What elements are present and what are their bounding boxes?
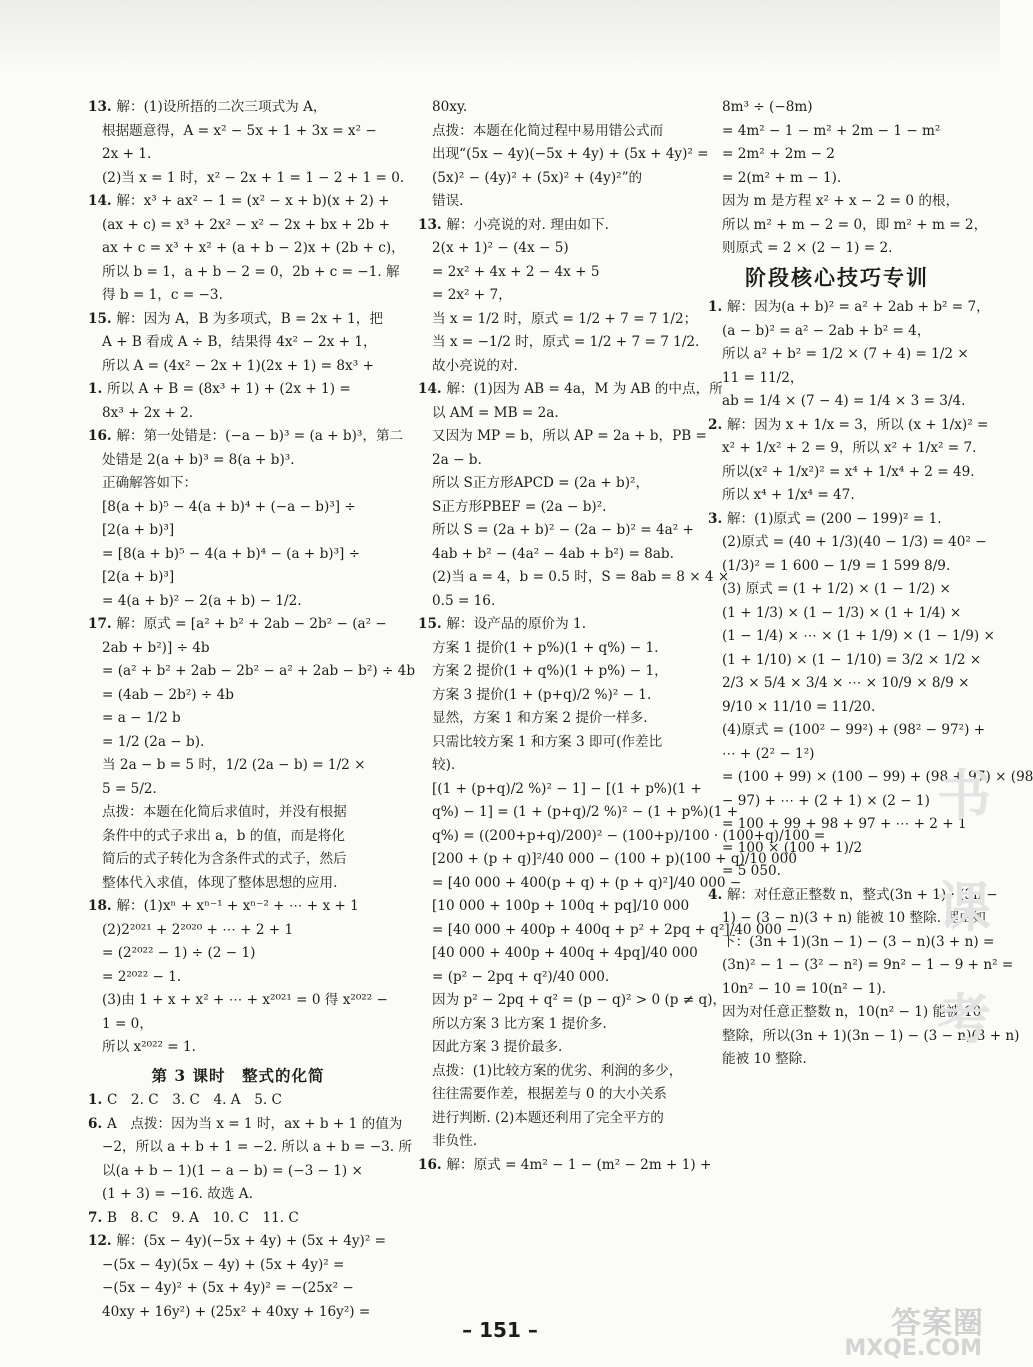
answer-line: 15. 解：因为 A，B 为多项式，B = 2x + 1，把 xyxy=(88,310,383,327)
answer-line: 1) − (3 − n)(3 + n) 能被 10 整除. 理由如 xyxy=(722,910,987,926)
answer-line: 出现“(5x − 4y)(−5x + 4y) + (5x + 4y)² = xyxy=(432,146,709,162)
answer-line: 10n² − 10 = 10(n² − 1). xyxy=(722,980,886,997)
answer-line: −2，所以 a + b + 1 = −2. 所以 a + b = −3. 所 xyxy=(102,1139,413,1155)
answer-line: 9/10 × 11/10 = 11/20. xyxy=(722,698,876,715)
left-column xyxy=(88,96,416,1320)
answer-line: 40xy + 16y²) + (25x² + 40xy + 16y²) = xyxy=(102,1303,371,1320)
answer-line: 18. 解：(1)xⁿ + xⁿ⁻¹ + xⁿ⁻² + ⋯ + x + 1 xyxy=(88,898,359,914)
answer-line: (1 + 1/3) × (1 − 1/3) × (1 + 1/4) × xyxy=(722,604,962,621)
answer-line: (a − b)² = a² − 2ab + b² = 4， xyxy=(722,322,931,339)
answer-line: 当 x = −1/2 时，原式 = 1/2 + 7 = 7 1/2. xyxy=(432,334,700,350)
answer-line: 16. 解：原式 = 4m² − 1 − (m² − 2m + 1) + xyxy=(418,1156,712,1173)
answer-line: = 2m² + 2m − 2 xyxy=(722,146,835,162)
answer-line: = (p² − 2pq + q²)/40 000. xyxy=(432,968,610,985)
answer-line: 1. 解：因为(a + b)² = a² + 2ab + b² = 7， xyxy=(708,299,990,315)
answer-line: 所以 S正方形APCD = (2a + b)²， xyxy=(432,475,650,491)
answer-line: [2(a + b)³] xyxy=(102,569,175,585)
answer-line: S正方形PBEF = (2a − b)². xyxy=(432,498,607,515)
left-answers xyxy=(88,96,416,1060)
answer-line: 较). xyxy=(432,757,456,773)
background-seal-watermark: 书课考 xyxy=(937,764,991,1051)
answer-line: 2/3 × 5/4 × 3/4 × ⋯ × 10/9 × 8/9 × xyxy=(722,675,970,691)
answer-line: 方案 1 提价(1 + p%)(1 + q%) − 1. xyxy=(432,639,659,656)
page-top-shadow xyxy=(0,0,1000,70)
answer-line: q%) − 1] = (1 + (p+q)/2 %)² − (1 + p%)(1 + xyxy=(432,804,739,820)
site-watermark-url: MXQE.COM xyxy=(844,1336,982,1361)
lesson-title: 第 3 课时 整式的化简 xyxy=(151,1065,325,1085)
answer-line: 所以 x²⁰²² = 1. xyxy=(102,1039,196,1055)
answer-line: 整体代入求值，体现了整体思想的应用. xyxy=(102,874,338,891)
answer-line: 所以 m² + m − 2 = 0，即 m² + m = 2， xyxy=(722,216,988,233)
answer-line: ab = 1/4 × (7 − 4) = 1/4 × 3 = 3/4. xyxy=(722,393,966,409)
answer-line: [200 + (p + q)]²/40 000 − (100 + p)(100 + q)/10 000 xyxy=(432,851,797,867)
answer-line: 则原式 = 2 × (2 − 1) = 2. xyxy=(722,240,893,256)
right-answers xyxy=(708,96,988,261)
answer-line: 处错是 2(a + b)³ = 8(a + b)³. xyxy=(102,451,295,468)
skills-answers xyxy=(708,296,1033,1072)
answer-line: 所以 x⁴ + 1/x⁴ = 47. xyxy=(722,487,855,503)
answer-line: 所以 A = (4x² − 2x + 1)(2x + 1) = 8x³ + xyxy=(102,357,374,374)
answer-line: = 2²⁰²² − 1. xyxy=(102,968,182,985)
answer-line: 得 b = 1，c = −3. xyxy=(102,287,223,303)
answer-line: 能被 10 整除. xyxy=(722,1051,807,1067)
answer-line: 往往需要作差，根据差与 0 的大小关系 xyxy=(432,1086,667,1102)
answer-line: (2)原式 = (40 + 1/3)(40 − 1/3) = 40² − xyxy=(722,534,987,550)
answer-line: 8x³ + 2x + 2. xyxy=(102,404,194,421)
answer-line: 方案 2 提价(1 + q%)(1 + p%) − 1， xyxy=(432,663,668,679)
answer-line: 当 2a − b = 5 时，1/2 (2a − b) = 1/2 × xyxy=(102,757,366,773)
answer-line: 所以 S = (2a + b)² − (2a − b)² = 4a² + xyxy=(432,522,694,538)
answer-line: = 2x² + 4x + 2 − 4x + 5 xyxy=(432,263,600,280)
page-number: – 151 – xyxy=(462,1318,538,1342)
answer-line: 又因为 MP = b，所以 AP = 2a + b，PB = xyxy=(432,428,707,444)
answer-line: − 97) + ⋯ + (2 + 1) × (2 − 1) xyxy=(722,792,930,809)
answer-line: 6. A 点拨：因为当 x = 1 时，ax + b + 1 的值为 xyxy=(88,1115,403,1132)
answer-line: 17. 解：原式 = [a² + b² + 2ab − 2b² − (a² − xyxy=(88,616,387,632)
lesson-answers xyxy=(88,1089,413,1324)
answer-line: 4. 解：对任意正整数 n，整式(3n + 1) · (3n − xyxy=(708,886,998,903)
answer-line: 根据题意得，A = x² − 5x + 1 + 3x = x² − xyxy=(102,122,377,139)
answer-line: 因为 m 是方程 x² + x − 2 = 0 的根， xyxy=(722,193,960,209)
answer-line: 非负性. xyxy=(432,1133,478,1149)
answer-line: 整除，所以(3n + 1)(3n − 1) − (3 − n)(3 + n) xyxy=(722,1027,1020,1044)
answer-line: 以 AM = MB = 2a. xyxy=(432,404,559,421)
answer-line: = 4m² − 1 − m² + 2m − 1 − m² xyxy=(722,122,941,139)
answer-line: 进行判断. (2)本题还利用了完全平方的 xyxy=(432,1109,664,1126)
answer-line: 1 = 0， xyxy=(102,1015,153,1032)
answer-line: q%) = ((200+p+q)/200)² − (100+p)/100 · (100+q)/100 = xyxy=(432,827,826,844)
answer-line: ax + c = x³ + x² + (a + b − 2)x + (2b + c)， xyxy=(102,240,405,256)
answer-line: 4ab + b² − (4a² − 4ab + b²) = 8ab. xyxy=(432,545,674,562)
answer-line: −(5x − 4y)² + (5x + 4y)² = −(25x² − xyxy=(102,1280,354,1296)
answer-line: 2a − b. xyxy=(432,451,482,468)
answer-line: (1 − 1/4) × ⋯ × (1 + 1/9) × (1 − 1/9) × xyxy=(722,628,995,644)
answer-line: 简后的式子转化为含条件式的式子，然后 xyxy=(102,851,347,867)
answer-line: 14. 解：x³ + ax² − 1 = (x² − x + b)(x + 2) + xyxy=(88,193,390,209)
answer-line: (2)当 x = 1 时，x² − 2x + 1 = 1 − 2 + 1 = 0. xyxy=(102,169,405,186)
answer-line: [(1 + (p+q)/2 %)² − 1] − [(1 + p%)(1 + xyxy=(432,780,702,797)
answer-line: −(5x − 4y)(5x − 4y) + (5x + 4y)² = xyxy=(102,1256,345,1273)
answer-line: 1. C 2. C 3. C 4. A 5. C xyxy=(88,1092,282,1108)
answer-line: 12. 解：(5x − 4y)(−5x + 4y) + (5x + 4y)² = xyxy=(88,1233,387,1249)
answer-line: 2ab + b²)] ÷ 4b xyxy=(102,639,210,656)
answer-line: [40 000 + 400p + 400q + 4pq]/40 000 xyxy=(432,945,698,961)
answer-line: 正确解答如下： xyxy=(102,475,198,491)
answer-line: 2x + 1. xyxy=(102,146,152,162)
answer-line: 15. 解：设产品的原价为 1. xyxy=(418,616,587,632)
answer-line: x² + 1/x² + 2 = 9，所以 x² + 1/x² = 7. xyxy=(722,440,977,456)
answer-line: 13. 解：小亮说的对. 理由如下. xyxy=(418,216,609,233)
answer-line: [2(a + b)³] xyxy=(102,522,175,538)
answer-line: 点拨：本题在化简后求值时，并没有根据 xyxy=(102,804,347,820)
answer-line: 所以(x² + 1/x²)² = x⁴ + 1/x⁴ + 2 = 49. xyxy=(722,463,975,480)
answer-line: 故小亮说的对. xyxy=(432,357,518,374)
answer-line: (2)当 a = 4，b = 0.5 时，S = 8ab = 8 × 4 × xyxy=(432,569,730,585)
answer-line: 只需比较方案 1 和方案 3 即可(作差比 xyxy=(432,733,663,750)
answer-line: [8(a + b)⁵ − 4(a + b)⁴ + (−a − b)³] ÷ xyxy=(102,498,356,515)
answer-line: = a − 1/2 b xyxy=(102,710,181,726)
answer-line: 显然，方案 1 和方案 2 提价一样多. xyxy=(432,710,648,726)
answer-line: = 2(m² + m − 1). xyxy=(722,169,842,186)
answer-line: (3)由 1 + x + x² + ⋯ + x²⁰²¹ = 0 得 x²⁰²² − xyxy=(102,992,388,1008)
answer-line: 1. 所以 A + B = (8x³ + 1) + (2x + 1) = xyxy=(88,381,351,397)
answer-line: (2)2²⁰²¹ + 2²⁰²⁰ + ⋯ + 2 + 1 xyxy=(102,921,294,938)
answer-line: 14. 解：(1)因为 AB = 4a，M 为 AB 的中点，所 xyxy=(418,381,723,397)
answer-line: (1 + 3) = −16. 故选 A. xyxy=(102,1186,253,1202)
answer-line: 因此方案 3 提价最多. xyxy=(432,1039,563,1055)
answer-line: = 1/2 (2a − b). xyxy=(102,733,205,750)
answer-line: 2(x + 1)² − (4x − 5) xyxy=(432,240,569,256)
answer-line: 条件中的式子求出 a，b 的值，而是将化 xyxy=(102,827,345,844)
answer-line: (3) 原式 = (1 + 1/2) × (1 − 1/2) × xyxy=(722,581,951,597)
answer-line: = 4(a + b)² − 2(a + b) − 1/2. xyxy=(102,592,302,609)
answer-line: = (4ab − 2b²) ÷ 4b xyxy=(102,686,234,703)
answer-line: 所以 a² + b² = 1/2 × (7 + 4) = 1/2 × xyxy=(722,346,969,362)
answer-line: = 5 050. xyxy=(722,863,781,879)
answer-line: = [8(a + b)⁵ − 4(a + b)⁴ − (a + b)³] ÷ xyxy=(102,545,361,562)
answer-line: 点拨：本题在化简过程中易用错公式而 xyxy=(432,122,664,139)
answer-line: 16. 解：第一处错是：(−a − b)³ = (a + b)³，第二 xyxy=(88,428,404,444)
answer-line: 以(a + b − 1)(1 − a − b) = (−3 − 1) × xyxy=(102,1162,363,1179)
answer-line: 下：(3n + 1)(3n − 1) − (3 − n)(3 + n) = xyxy=(722,933,995,950)
answer-line: 11 = 11/2， xyxy=(722,369,804,386)
answer-line: (5x)² − (4y)² + (5x)² + (4y)²”的 xyxy=(432,169,643,186)
answer-line: = 2x² + 7， xyxy=(432,287,512,303)
answer-line: 3. 解：(1)原式 = (200 − 199)² = 1. xyxy=(708,510,942,527)
answer-line: 7. B 8. C 9. A 10. C 11. C xyxy=(88,1209,299,1226)
answer-line: 当 x = 1/2 时，原式 = 1/2 + 7 = 7 1/2； xyxy=(432,310,698,327)
answer-line: 13. 解：(1)设所捂的二次三项式为 A， xyxy=(88,99,327,115)
answer-line: 点拨：(1)比较方案的优劣、利润的多少， xyxy=(432,1062,683,1079)
answer-line: (4)原式 = (100² − 99²) + (98² − 97²) + xyxy=(722,722,986,738)
answer-line: = (a² + b² + 2ab − 2b² − a² + 2ab − b²) ÷ 4b xyxy=(102,663,416,679)
site-watermark: 答案圈 xyxy=(891,1306,984,1341)
answer-line: ⋯ + (2² − 1²) xyxy=(722,745,815,762)
answer-line: [10 000 + 100p + 100q + pq]/10 000 xyxy=(432,898,690,914)
answer-line: = 100 × (100 + 1)/2 xyxy=(722,839,863,856)
answer-line: (3n)² − 1 − (3² − n²) = 9n² − 1 − 9 + n² = xyxy=(722,957,1014,973)
answer-line: = 100 + 99 + 98 + 97 + ⋯ + 2 + 1 xyxy=(722,816,967,832)
answer-line: 80xy. xyxy=(432,99,468,115)
answer-line: = [40 000 + 400p + 400q + p² + 2pq + q²]/40 000 − xyxy=(432,921,798,938)
right-column xyxy=(708,96,1033,1287)
answer-line: 方案 3 提价(1 + (p+q)/2 %)² − 1. xyxy=(432,686,652,703)
answer-line: = (2²⁰²² − 1) ÷ (2 − 1) xyxy=(102,945,256,961)
answer-line: (ax + c) = x³ + 2x² − x² − 2x + bx + 2b + xyxy=(102,216,390,233)
answer-line: 所以 b = 1，a + b − 2 = 0，2b + c = −1. 解 xyxy=(102,263,400,280)
answer-line: 0.5 = 16. xyxy=(432,592,496,609)
answer-line: = [40 000 + 400(p + q) + (p + q)²]/40 000 − xyxy=(432,874,742,891)
answer-line: 2. 解：因为 x + 1/x = 3，所以 (x + 1/x)² = xyxy=(708,416,989,433)
answer-line: = (100 + 99) × (100 − 99) + (98 + 97) × (98 xyxy=(722,769,1033,785)
answer-line: 错误. xyxy=(432,193,464,209)
answer-line: A + B 看成 A ÷ B，结果得 4x² − 2x + 1， xyxy=(102,334,377,350)
answer-line: (1/3)² = 1 600 − 1/9 = 1 599 8/9. xyxy=(722,557,951,574)
answer-line: 因为 p² − 2pq + q² = (p − q)² > 0 (p ≠ q)， xyxy=(432,992,727,1008)
answer-line: 5 = 5/2. xyxy=(102,780,157,797)
answer-line: 8m³ ÷ (−8m) xyxy=(722,99,813,115)
answer-line: (1 + 1/10) × (1 − 1/10) = 3/2 × 1/2 × xyxy=(722,651,982,668)
answer-line: 因为对任意正整数 n，10(n² − 1) 能被 10 xyxy=(722,1004,982,1020)
skills-section-title: 阶段核心技巧专训 xyxy=(745,265,929,290)
answer-line: 所以方案 3 比方案 1 提价多. xyxy=(432,1015,607,1032)
